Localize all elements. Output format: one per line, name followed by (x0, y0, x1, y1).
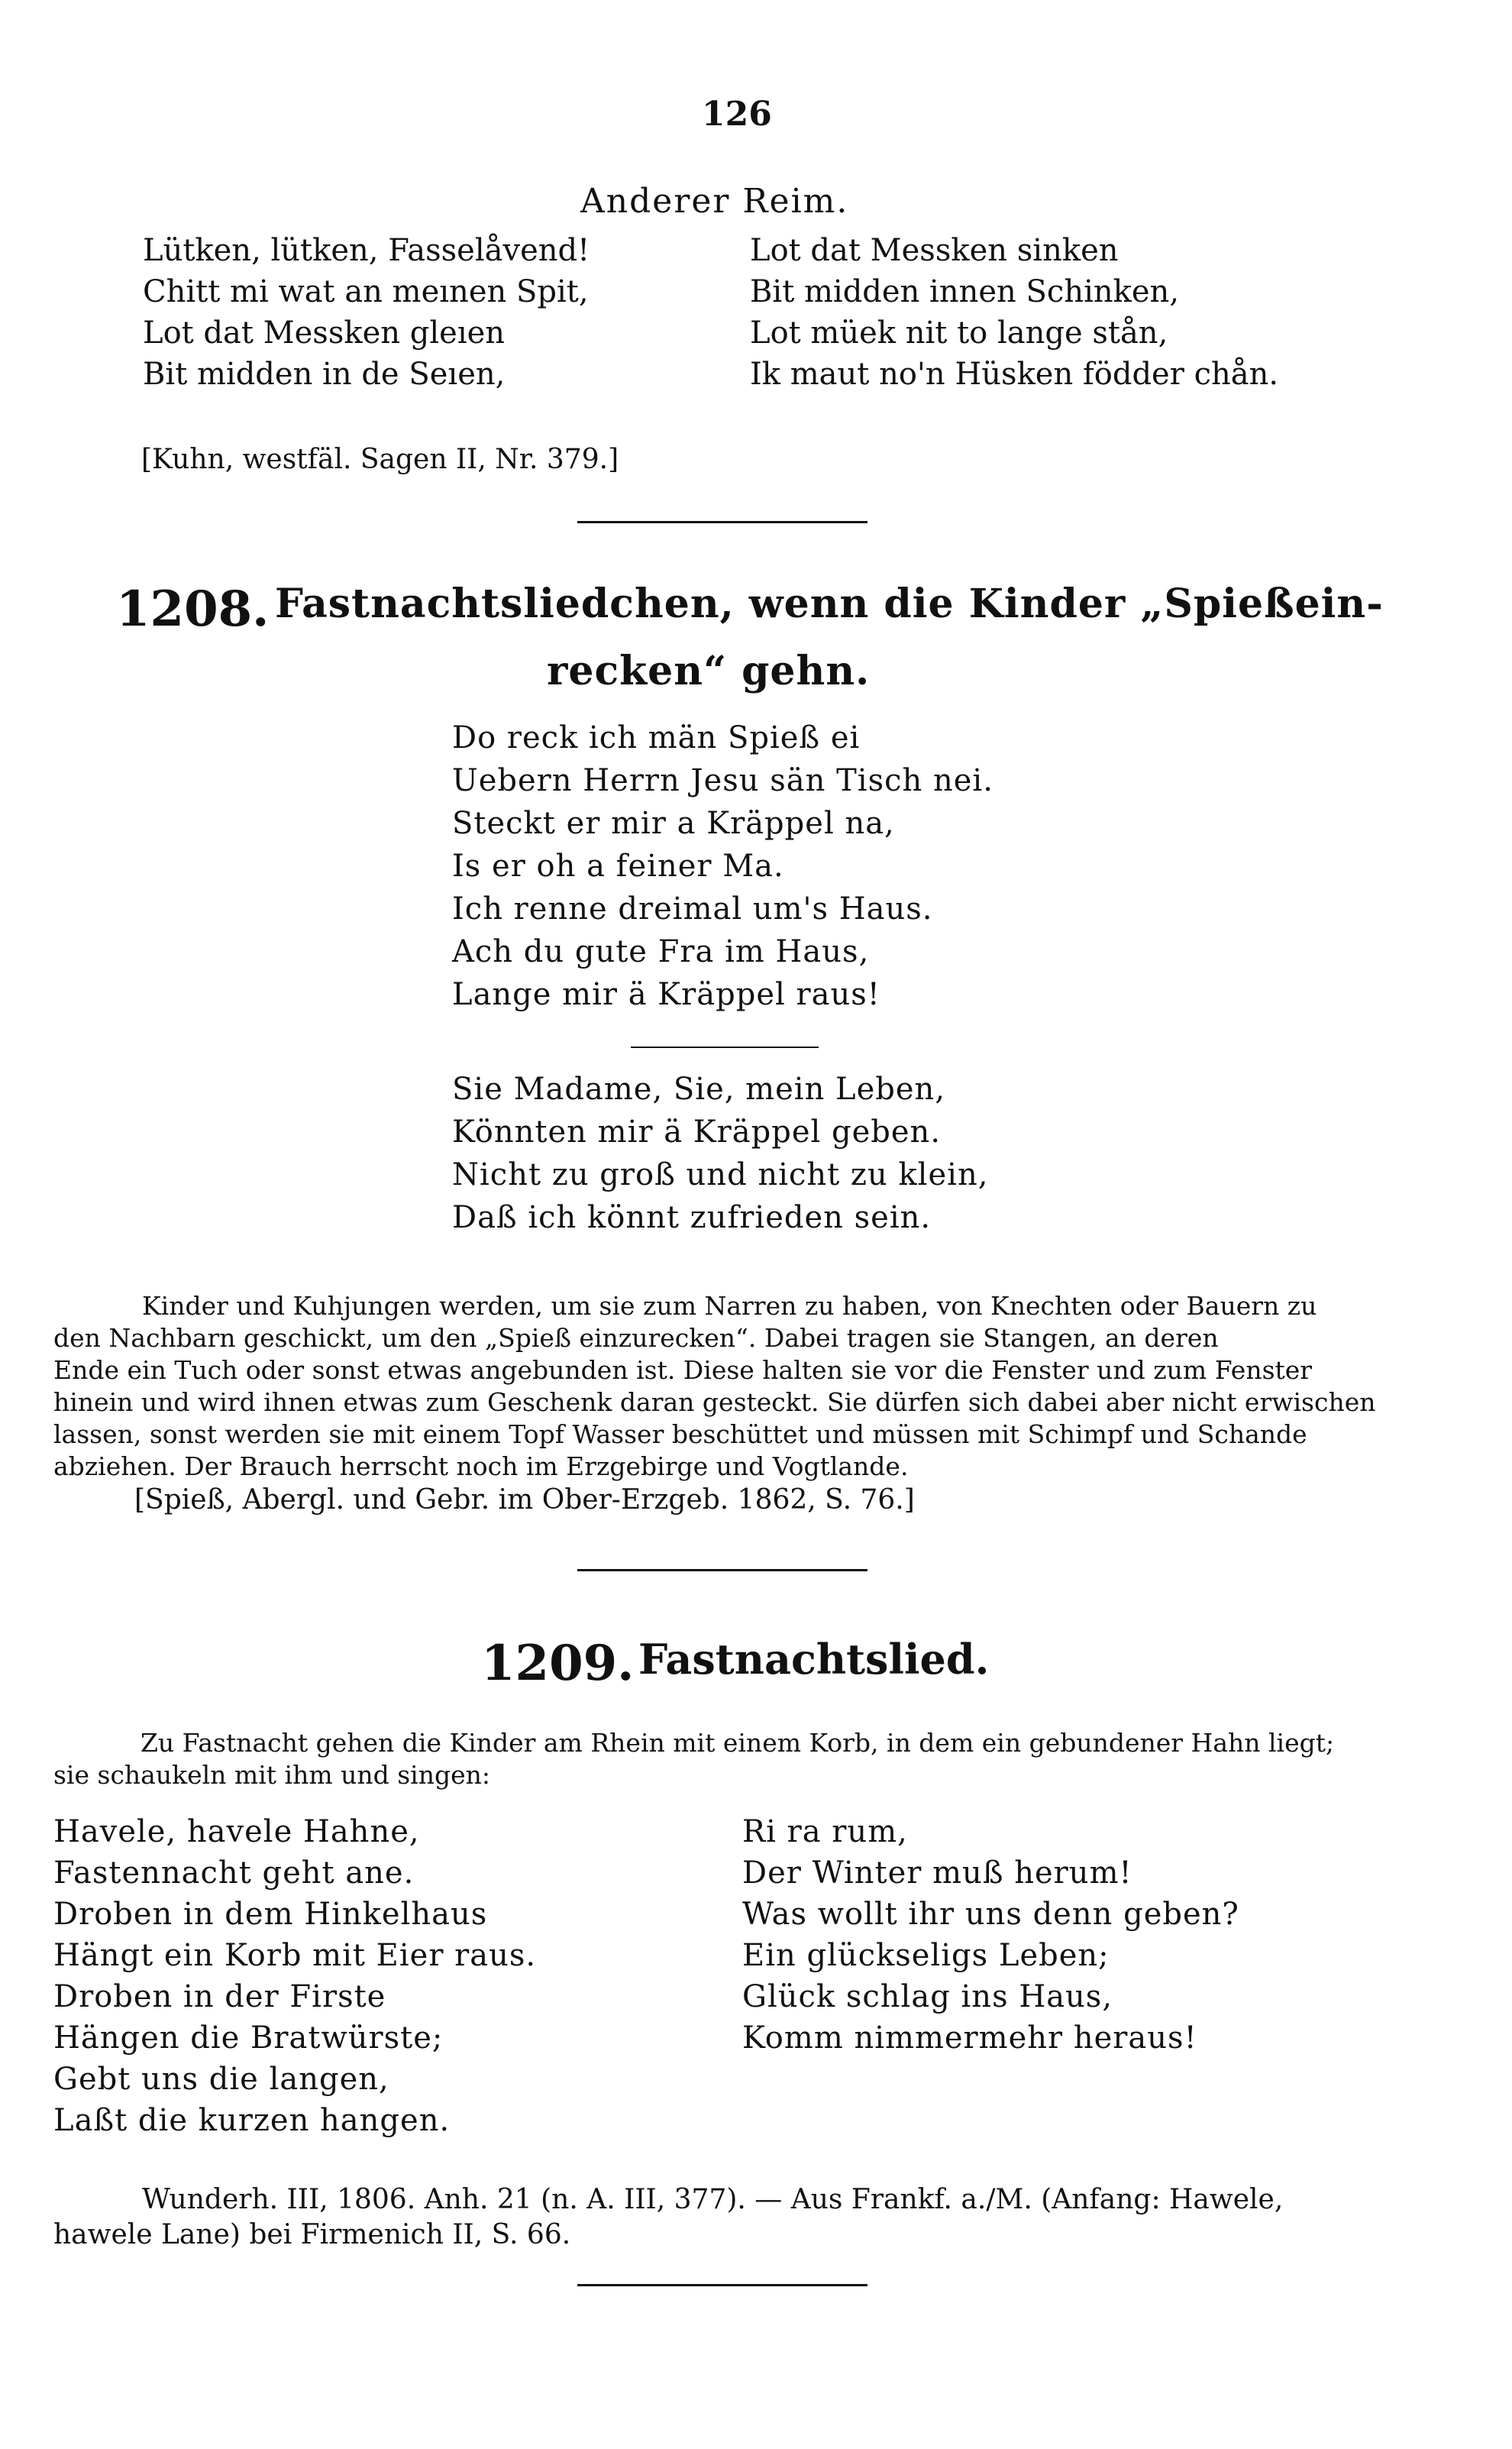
source-1209: Wunderh. III, 1806. Anh. 21 (n. A. III, 377). — Aus Frankf. a./M. (Anfang: Hawele, (142, 2184, 1284, 2215)
prose-line: Kinder und Kuhjungen werden, um sie zum Narren zu haben, von Knechten oder Bauern zu (142, 1291, 1317, 1321)
verse-line: Hängen die Bratwürste; (53, 2020, 444, 2056)
song-number-1208: 1208. (116, 581, 270, 638)
verse-line: Droben in dem Hinkelhaus (53, 1897, 488, 1932)
verse-line: Uebern Herrn Jesu sän Tisch nei. (452, 763, 993, 798)
verse-line: Glück schlag ins Haus, (742, 1979, 1113, 2014)
intro-line: sie schaukeln mit ihm und singen: (53, 1760, 491, 1790)
prose-line: den Nachbarn geschickt, um den „Spieß einzurecken“. Dabei tragen sie Stangen, an deren (53, 1323, 1219, 1353)
prose-line: abziehen. Der Brauch herrscht noch im Erzgebirge und Vogtlande. (53, 1451, 909, 1481)
song-number-1209: 1209. (481, 1635, 635, 1692)
divider-rule (577, 521, 867, 523)
song-title-1209: Fastnachtslied. (638, 1635, 990, 1684)
verse-line: Daß ich könnt zufrieden sein. (452, 1200, 932, 1235)
verse-line: Havele, havele Hahne, (53, 1814, 420, 1849)
verse-line: Bit midden in de Seıen, (143, 357, 506, 392)
prose-line: Ende ein Tuch oder sonst etwas angebunden ist. Diese halten sie vor die Fenster und zum Fenster (53, 1355, 1313, 1385)
verse-line: Is er oh a feiner Ma. (452, 849, 784, 884)
source-1208: [Spieß, Abergl. und Gebr. im Ober-Erzgeb. 1862, S. 76.] (134, 1484, 915, 1516)
verse-line: Lütken, lütken, Fasselåvend! (143, 233, 590, 268)
verse-line: Könnten mir ä Kräppel geben. (452, 1115, 942, 1150)
verse-line: Hängt ein Korb mit Eier raus. (53, 1938, 537, 1973)
verse-line: Fastennacht geht ane. (53, 1855, 415, 1891)
song-title-1208: Fastnachtsliedchen, wenn die Kinder „Spießein- (275, 581, 1384, 627)
verse-line: Lot dat Messken sinken (750, 233, 1119, 268)
page-number: 126 (702, 95, 772, 134)
verse-line: Ich renne dreimal um's Haus. (452, 891, 933, 927)
prose-line: hinein und wird ihnen etwas zum Geschenk daran gesteckt. Sie dürfen sich dabei aber nicht erwischen (53, 1387, 1376, 1417)
divider-rule (577, 1569, 867, 1571)
verse-line: Nicht zu groß und nicht zu klein, (452, 1157, 989, 1192)
verse-line: Lot müek nit to lange stån, (750, 315, 1168, 351)
verse-line: Ein glückseligs Leben; (742, 1938, 1110, 1973)
prose-line: lassen, sonst werden sie mit einem Topf Wasser beschüttet und müssen mit Schimpf und Schande (53, 1419, 1307, 1449)
song-title-1208-line2: recken“ gehn. (547, 648, 871, 694)
verse-line: Bit midden innen Schinken, (750, 274, 1180, 309)
verse-line: Ik maut no'n Hüsken födder chån. (750, 357, 1279, 392)
verse-line: Sie Madame, Sie, mein Leben, (452, 1072, 946, 1107)
verse-line: Lot dat Messken gleıen (143, 315, 506, 351)
verse-line: Gebt uns die langen, (53, 2062, 389, 2097)
verse-line: Was wollt ihr uns denn geben? (742, 1897, 1239, 1932)
stanza-divider (631, 1047, 819, 1048)
verse-line: Komm nimmermehr heraus! (742, 2020, 1197, 2056)
verse-line: Ri ra rum, (742, 1814, 908, 1849)
intro-line: Zu Fastnacht gehen die Kinder am Rhein mit einem Korb, in dem ein gebundener Hahn liegt; (141, 1728, 1335, 1758)
verse-line: Chitt mi wat an meınen Spit, (143, 274, 589, 309)
verse-line: Ach du gute Fra im Haus, (452, 934, 870, 969)
verse-line: Lange mir ä Kräppel raus! (452, 977, 880, 1012)
verse-line: Laßt die kurzen hangen. (53, 2103, 451, 2138)
divider-rule (577, 2284, 867, 2286)
section-heading: Anderer Reim. (580, 182, 849, 221)
verse-line: Der Winter muß herum! (742, 1855, 1132, 1891)
source-1209-line2: hawele Lane) bei Firmenich II, S. 66. (53, 2219, 571, 2250)
verse-line: Droben in der Firste (53, 1979, 386, 2014)
reim-source: [Kuhn, westfäl. Sagen II, Nr. 379.] (141, 444, 619, 475)
verse-line: Steckt er mir a Kräppel na, (452, 806, 895, 841)
verse-line: Do reck ich män Spieß ei (452, 720, 861, 755)
